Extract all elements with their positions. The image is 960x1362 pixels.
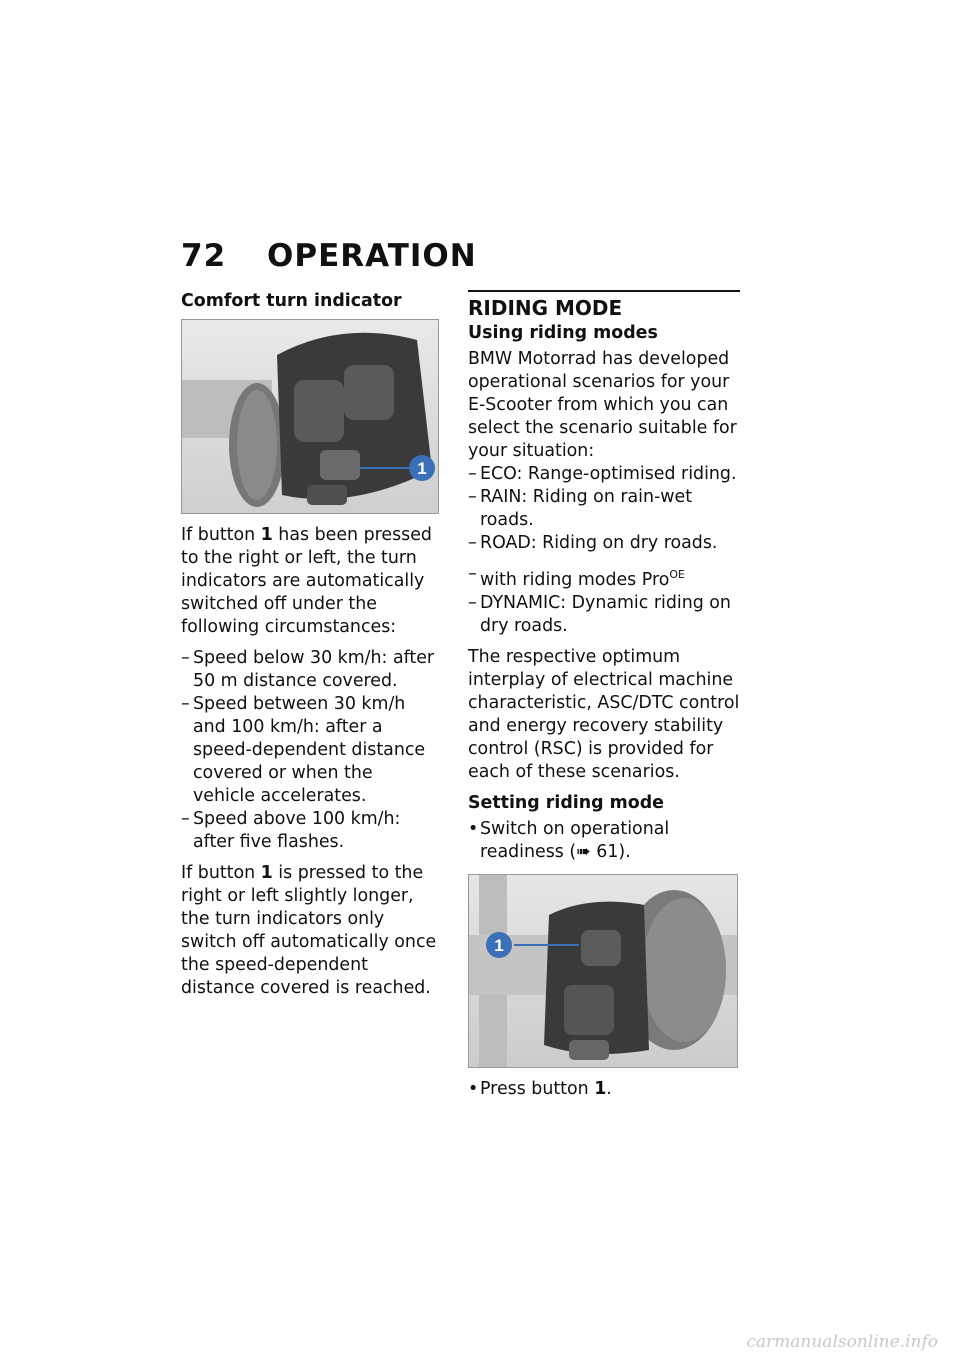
setting-riding-mode-heading: Setting riding mode bbox=[468, 792, 664, 813]
step1-text: Switch on operational readiness ( bbox=[480, 818, 670, 862]
left-column bbox=[181, 290, 439, 1008]
pro-line: with riding modes Pro bbox=[480, 569, 670, 590]
step1-ref: 61). bbox=[590, 841, 631, 862]
using-riding-modes-heading: Using riding modes bbox=[468, 323, 658, 343]
steps-list-2 bbox=[468, 1078, 740, 1101]
paragraph-button-pressed bbox=[181, 524, 439, 639]
p1-post: has been pressed to the right or left, the turn indicators are automatically switched off under the following circumstances: bbox=[181, 525, 432, 637]
handlebar-right-figure bbox=[468, 874, 738, 1068]
handlebar-left-figure bbox=[181, 319, 439, 514]
section-title: OPERATION bbox=[267, 238, 477, 274]
p2-ref: 1 bbox=[260, 863, 273, 883]
page-number: 72 bbox=[181, 238, 227, 274]
step2-post: . bbox=[606, 1078, 612, 1099]
riding-mode-heading: RIDING MODE bbox=[468, 290, 740, 320]
watermark: carmanualsonline.info bbox=[746, 1332, 938, 1352]
pro-modes-list bbox=[468, 563, 740, 638]
comfort-turn-indicator-heading: Comfort turn indicator bbox=[181, 291, 402, 311]
figure-callout-1: 1 bbox=[417, 459, 427, 478]
p2-pre: If button bbox=[181, 863, 261, 883]
p1-pre: If button bbox=[181, 525, 261, 545]
scenario-paragraph: The respective optimum interplay of electrical machine characteristic, ASC/DTC control and energy recovery stability control (RSC) is provided for each of these scenarios. bbox=[468, 646, 740, 782]
step2-pre: Press button bbox=[480, 1078, 595, 1099]
list-item: – RAIN: Riding on rain-wet roads. bbox=[468, 486, 740, 532]
paragraph-longer-press bbox=[181, 862, 439, 1000]
right-switch-illustration bbox=[469, 875, 737, 1067]
steps-list bbox=[468, 818, 740, 864]
step-item bbox=[468, 818, 740, 864]
list-item-pro bbox=[468, 563, 740, 592]
list-item: – Speed above 100 km/h: after five flashes. bbox=[181, 808, 439, 854]
p1-ref: 1 bbox=[260, 525, 273, 545]
left-switch-illustration bbox=[182, 320, 438, 513]
page-ref-arrow-icon: ➠ bbox=[576, 841, 591, 862]
list-item: – ROAD: Riding on dry roads. bbox=[468, 532, 740, 555]
circumstance-list bbox=[181, 647, 439, 854]
figure-callout-1: 1 bbox=[494, 935, 504, 955]
modes-list bbox=[468, 463, 740, 555]
list-item: – DYNAMIC: Dynamic riding on dry roads. bbox=[468, 592, 740, 638]
page-header bbox=[181, 238, 477, 274]
list-item: – Speed between 30 km/h and 100 km/h: after a speed-dependent distance covered or when the vehicle accelerates. bbox=[181, 693, 439, 808]
intro-paragraph: BMW Motorrad has developed operational scenarios for your E-Scooter from which you can select the scenario suitable for your situation: bbox=[468, 349, 737, 461]
step2-ref: 1 bbox=[594, 1078, 607, 1099]
p2-post: is pressed to the right or left slightly longer, the turn indicators only switch off automatically once the speed-dependent distance covered is reached. bbox=[181, 863, 437, 998]
pro-sup: OE bbox=[669, 568, 685, 581]
list-item: – ECO: Range-optimised riding. bbox=[468, 463, 740, 486]
step-item bbox=[468, 1078, 740, 1101]
list-item: – Speed below 30 km/h: after 50 m distance covered. bbox=[181, 647, 439, 693]
right-column bbox=[468, 290, 740, 1109]
